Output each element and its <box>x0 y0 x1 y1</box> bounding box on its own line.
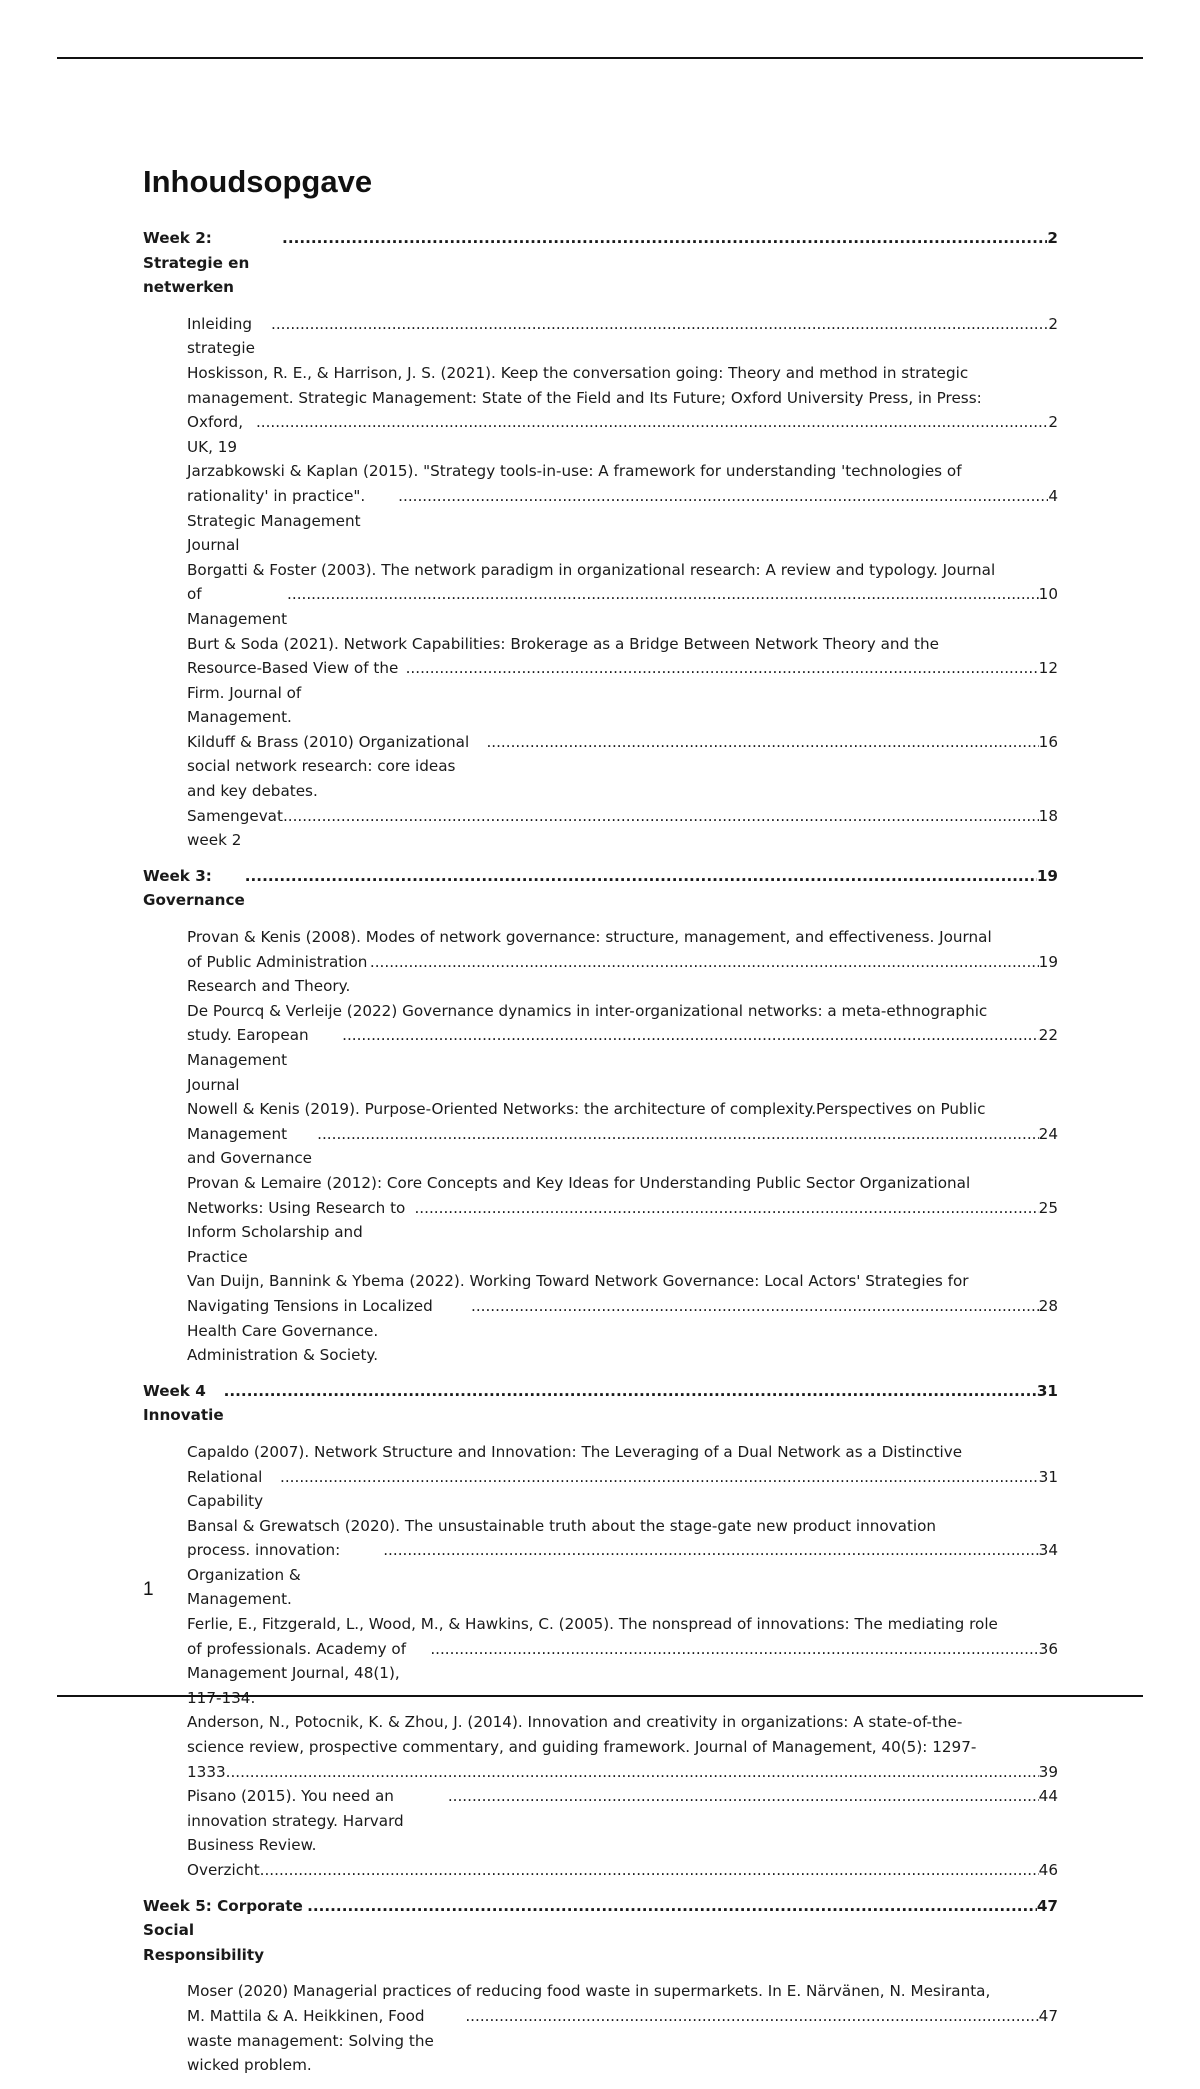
toc-entry-page-number: 28 <box>1038 1296 1058 1315</box>
dot-leader <box>282 226 1047 251</box>
toc-entry-page-number: 25 <box>1038 1198 1058 1217</box>
toc-entry-text: M. Mattila & A. Heikkinen, Food waste management: Solving the wicked problem. <box>187 2006 434 2075</box>
dot-leader <box>383 1538 1038 1563</box>
toc-entry-text: Inleiding strategie <box>187 314 255 358</box>
toc-entry-final-line <box>187 1196 1058 1270</box>
toc-entry[interactable] <box>187 361 1058 459</box>
toc-entry-page-number: 46 <box>1038 1861 1058 1879</box>
toc-entry-page-number: 19 <box>1038 952 1058 971</box>
toc-entry-page-number: 10 <box>1038 585 1058 604</box>
dot-leader <box>342 1023 1039 1048</box>
toc-entries <box>187 1440 1058 1883</box>
toc-entry-final-line <box>187 1637 1058 1711</box>
toc-entry-text: Kilduff & Brass (2010) Organizational social network research: core ideas and key debates. <box>187 732 470 801</box>
toc-entry-text: Navigating Tensions in Localized Health Care Governance. Administration & Society. <box>187 1296 433 1365</box>
dot-leader <box>307 1894 1037 1919</box>
toc-entry-line: Capaldo (2007). Network Structure and Innovation: The Leveraging of a Dual Network as a Distinctive <box>187 1442 963 1461</box>
dot-leader <box>486 730 1038 755</box>
toc-entry[interactable] <box>187 925 1058 999</box>
dot-leader <box>260 1858 1039 1883</box>
dot-leader <box>280 1465 1039 1490</box>
toc-entry-final-line <box>187 1858 1058 1883</box>
dot-leader <box>271 312 1048 337</box>
toc-entry-page-number: 22 <box>1038 1026 1058 1045</box>
toc-entry-final-line <box>187 1784 1058 1858</box>
toc-section-heading[interactable] <box>143 1894 1058 1968</box>
toc-entry-text: study. Earopean Management Journal <box>187 1026 309 1094</box>
dot-leader <box>448 1784 1039 1809</box>
dot-leader <box>471 1294 1039 1319</box>
toc-entry-line: Borgatti & Foster (2003). The network paradigm in organizational research: A review and typology. Journal <box>187 560 996 579</box>
section-page-number: 47 <box>1036 1896 1058 1915</box>
toc-entry-final-line <box>187 1122 1058 1171</box>
toc-entry-text: of professionals. Academy of Management Journal, 48(1), 117-134. <box>187 1639 407 1707</box>
toc-entry-page-number: 36 <box>1038 1639 1058 1658</box>
toc-entry-final-line <box>187 1760 1058 1785</box>
toc-entry-line: Moser (2020) Managerial practices of reducing food waste in supermarkets. In E. Närvänen, N. Mesiranta, <box>187 1982 991 2001</box>
toc-entry-text: 1333 <box>187 1762 226 1781</box>
toc-entry-text: Relational Capability <box>187 1467 264 1511</box>
toc-entry[interactable] <box>187 804 1058 853</box>
toc-entry-text: Overzicht <box>187 1861 260 1879</box>
toc-entry-line: Van Duijn, Bannink & Ybema (2022). Working Toward Network Governance: Local Actors' Strategies for <box>187 1272 969 1291</box>
section-heading-text: Week 3: Governance <box>143 866 245 910</box>
dot-leader <box>287 582 1039 607</box>
toc-entry-final-line <box>187 312 1058 361</box>
toc-entry-line: De Pourcq & Verleije (2022) Governance dynamics in inter-organizational networks: a meta-ethnographic <box>187 1001 988 1020</box>
toc-entry-line: Ferlie, E., Fitzgerald, L., Wood, M., & Hawkins, C. (2005). The nonspread of innovations: The mediating role <box>187 1615 998 1634</box>
toc-entry-text: Pisano (2015). You need an innovation strategy. Harvard Business Review. <box>187 1787 404 1855</box>
section-page-number: 31 <box>1036 1381 1058 1400</box>
toc-entry-final-line <box>187 582 1058 631</box>
toc-entry-final-line <box>187 804 1058 853</box>
toc-entry-page-number: 44 <box>1038 1787 1058 1806</box>
toc-entry[interactable] <box>187 632 1058 730</box>
toc-entries <box>187 1979 1058 2077</box>
toc-entry[interactable] <box>187 999 1058 1097</box>
toc-entry-final-line <box>187 730 1058 804</box>
toc-entry[interactable] <box>187 730 1058 804</box>
footer-rule <box>57 1695 1143 1697</box>
toc-entry-line: Hoskisson, R. E., & Harrison, J. S. (2021). Keep the conversation going: Theory and method in strategic <box>187 363 969 382</box>
toc-entry[interactable] <box>187 1710 1058 1784</box>
dot-leader <box>256 410 1048 435</box>
toc-entry-line: Provan & Lemaire (2012): Core Concepts and Key Ideas for Understanding Public Sector Organizational <box>187 1173 971 1192</box>
toc-entry[interactable] <box>187 312 1058 361</box>
toc-entry-line: Bansal & Grewatsch (2020). The unsustainable truth about the stage-gate new product innovation <box>187 1516 937 1535</box>
dot-leader <box>370 950 1039 975</box>
toc-entry-line: Provan & Kenis (2008). Modes of network governance: structure, management, and effectiveness. Journal <box>187 928 992 947</box>
toc-entry-page-number: 47 <box>1038 2006 1058 2025</box>
toc-entry-page-number: 18 <box>1038 806 1058 825</box>
section-heading-text: Week 5: Corporate Social Responsibility <box>143 1896 303 1964</box>
toc-entry-page-number: 31 <box>1038 1467 1058 1486</box>
toc-entry-final-line <box>187 1294 1058 1368</box>
toc-entry-line: Burt & Soda (2021). Network Capabilities: Brokerage as a Bridge Between Network Theory and the <box>187 634 939 653</box>
toc-section-heading[interactable] <box>143 226 1058 300</box>
toc-entry-page-number: 12 <box>1038 659 1058 678</box>
toc-entries <box>187 312 1058 853</box>
toc-entry-final-line <box>187 410 1058 459</box>
toc-entry-final-line <box>187 484 1058 558</box>
toc-section <box>143 1894 1058 2078</box>
toc-entry[interactable] <box>187 1514 1058 1612</box>
toc-entry-final-line <box>187 1538 1058 1612</box>
toc-entry-line: Anderson, N., Potocnik, K. & Zhou, J. (2014). Innovation and creativity in organizations: A state-of-the- <box>187 1713 963 1732</box>
dot-leader <box>465 2004 1038 2029</box>
toc-entry[interactable] <box>187 1858 1058 1883</box>
toc-entry-text: Oxford, UK, 19 <box>187 413 244 456</box>
toc-entry-line: science review, prospective commentary, and guiding framework. Journal of Management, 40(5): 1297- <box>187 1738 977 1757</box>
toc-entry-final-line <box>187 1023 1058 1097</box>
dot-leader <box>398 484 1048 509</box>
toc-entry[interactable] <box>187 1097 1058 1171</box>
toc-section-heading[interactable] <box>143 1379 1058 1428</box>
toc-entry-text: of Management <box>187 585 288 628</box>
toc-entry-line: Jarzabkowski & Kaplan (2015). "Strategy tools-in-use: A framework for understanding 'technologies of <box>187 462 962 481</box>
section-heading-text: Week 4 Innovatie <box>143 1381 224 1425</box>
section-page-number: 2 <box>1047 229 1058 247</box>
toc-entry-text: Networks: Using Research to Inform Scholarship and Practice <box>187 1198 406 1266</box>
toc-entry[interactable] <box>187 1440 1058 1514</box>
toc-entry-page-number: 16 <box>1038 732 1058 751</box>
dot-leader <box>245 864 1037 889</box>
toc-entry[interactable] <box>187 1269 1058 1367</box>
toc-entry-page-number: 2 <box>1048 413 1058 432</box>
toc-entry-final-line <box>187 656 1058 730</box>
toc-entry-line: management. Strategic Management: State of the Field and Its Future; Oxford University Press, in Press: <box>187 388 982 407</box>
toc-entry-text: rationality' in practice". Strategic Management Journal <box>187 486 366 555</box>
toc-entry-text: of Public Administration Research and Theory. <box>187 952 368 996</box>
toc-entry[interactable] <box>187 1171 1058 1269</box>
toc-entry-page-number: 2 <box>1048 314 1058 333</box>
toc-entry-text: Samengevat week 2 <box>187 806 283 850</box>
toc-entry-text: Management and Governance <box>187 1124 313 1168</box>
section-heading-text: Week 2: Strategie en netwerken <box>143 229 250 297</box>
toc-title: Inhoudsopgave <box>143 164 373 199</box>
dot-leader <box>430 1637 1038 1662</box>
table-of-contents <box>143 226 1058 2089</box>
dot-leader <box>226 1760 1039 1785</box>
toc-entry-final-line <box>187 950 1058 999</box>
toc-entry-final-line <box>187 1465 1058 1514</box>
toc-section-heading[interactable] <box>143 864 1058 913</box>
toc-section <box>143 864 1058 1368</box>
section-page-number: 19 <box>1036 866 1058 885</box>
toc-entry[interactable] <box>187 1784 1058 1858</box>
toc-entry[interactable] <box>187 459 1058 557</box>
toc-section <box>143 1379 1058 1883</box>
toc-entry-page-number: 24 <box>1038 1124 1058 1143</box>
dot-leader <box>224 1379 1037 1404</box>
toc-entry-line: Nowell & Kenis (2019). Purpose-Oriented Networks: the architecture of complexity.Perspectives on Public <box>187 1100 986 1119</box>
toc-entry-text: process. innovation: Organization & Management. <box>187 1541 341 1609</box>
toc-entry-text: Resource-Based View of the Firm. Journal of Management. <box>187 659 399 727</box>
toc-entries <box>187 925 1058 1368</box>
dot-leader <box>414 1196 1038 1221</box>
toc-entry-page-number: 34 <box>1038 1541 1058 1560</box>
toc-entry-page-number: 39 <box>1038 1762 1058 1781</box>
toc-section <box>143 226 1058 853</box>
page-number: 1 <box>143 1579 154 1600</box>
toc-entry[interactable] <box>187 1979 1058 2077</box>
toc-entry[interactable] <box>187 558 1058 632</box>
dot-leader <box>406 656 1039 681</box>
toc-entry-final-line <box>187 2004 1058 2078</box>
dot-leader <box>283 804 1039 829</box>
dot-leader <box>317 1122 1039 1147</box>
header-rule <box>57 57 1143 59</box>
toc-entry-page-number: 4 <box>1048 486 1058 505</box>
